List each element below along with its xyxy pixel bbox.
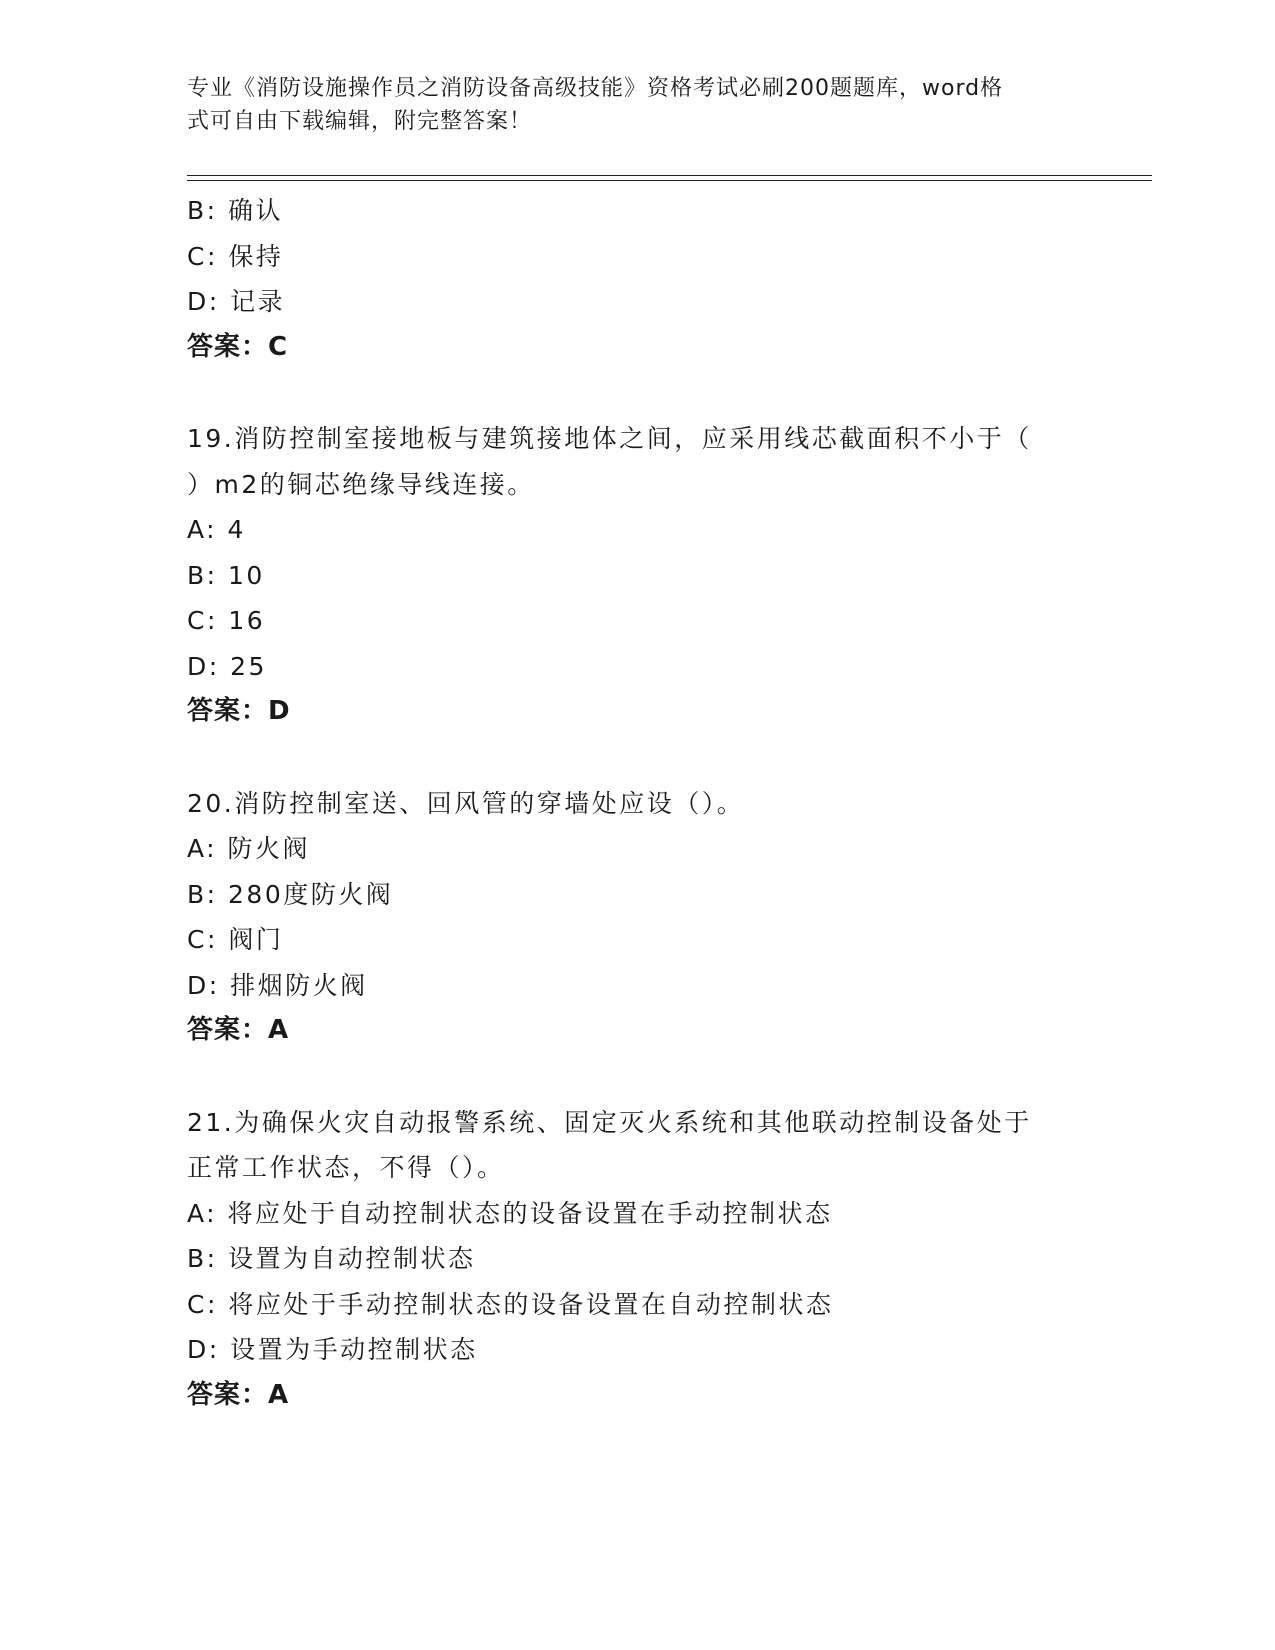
option-c: C: 将应处于手动控制状态的设备设置在自动控制状态	[187, 1289, 834, 1319]
option-d: D: 25	[187, 651, 267, 681]
document-body	[187, 188, 1087, 1418]
question-stem-line-1: 21.为确保火灾自动报警系统、固定灭火系统和其他联动控制设备处于	[187, 1107, 1032, 1137]
answer-label: 答案：D	[187, 696, 291, 726]
option-d: D: 设置为手动控制状态	[187, 1335, 478, 1364]
answer-label: 答案：A	[187, 1379, 290, 1410]
option-b: B: 设置为自动控制状态	[187, 1244, 476, 1273]
question-20	[187, 781, 1087, 1054]
option-b: B: 10	[187, 560, 265, 590]
option-a: A: 防火阀	[187, 834, 311, 863]
header-line-1: 专业《消防设施操作员之消防设备高级技能》资格考试必刷200题题库，word格	[187, 76, 1004, 101]
option-b: B: 确认	[187, 196, 284, 225]
question-19	[187, 416, 1087, 735]
question-stem-line-1: 19.消防控制室接地板与建筑接地体之间，应采用线芯截面积不小于（	[187, 424, 1032, 453]
header-line-2: 式可自由下载编辑，附完整答案！	[187, 109, 533, 134]
header-rule-bottom	[187, 180, 1152, 181]
option-c: C: 16	[187, 606, 266, 635]
option-d: D: 排烟防火阀	[187, 970, 368, 1000]
option-c: C: 阀门	[187, 925, 284, 954]
answer-label: 答案：A	[187, 1015, 290, 1045]
option-d: D: 记录	[187, 287, 286, 316]
option-a: A: 将应处于自动控制状态的设备设置在手动控制状态	[187, 1198, 833, 1228]
question-18-continued	[187, 188, 1087, 370]
question-21	[187, 1100, 1087, 1419]
question-stem-line-2: ）m2的铜芯绝缘导线连接。	[187, 469, 535, 499]
page-header	[187, 72, 1067, 138]
header-rule-top	[187, 175, 1152, 176]
option-b: B: 280度防火阀	[187, 879, 394, 909]
question-stem-line-2: 正常工作状态，不得（）。	[187, 1153, 505, 1182]
answer-label: 答案：C	[187, 331, 289, 362]
option-a: A: 4	[187, 515, 246, 544]
option-c: C: 保持	[187, 241, 284, 271]
question-stem-line-1: 20.消防控制室送、回风管的穿墙处应设（）。	[187, 788, 745, 818]
